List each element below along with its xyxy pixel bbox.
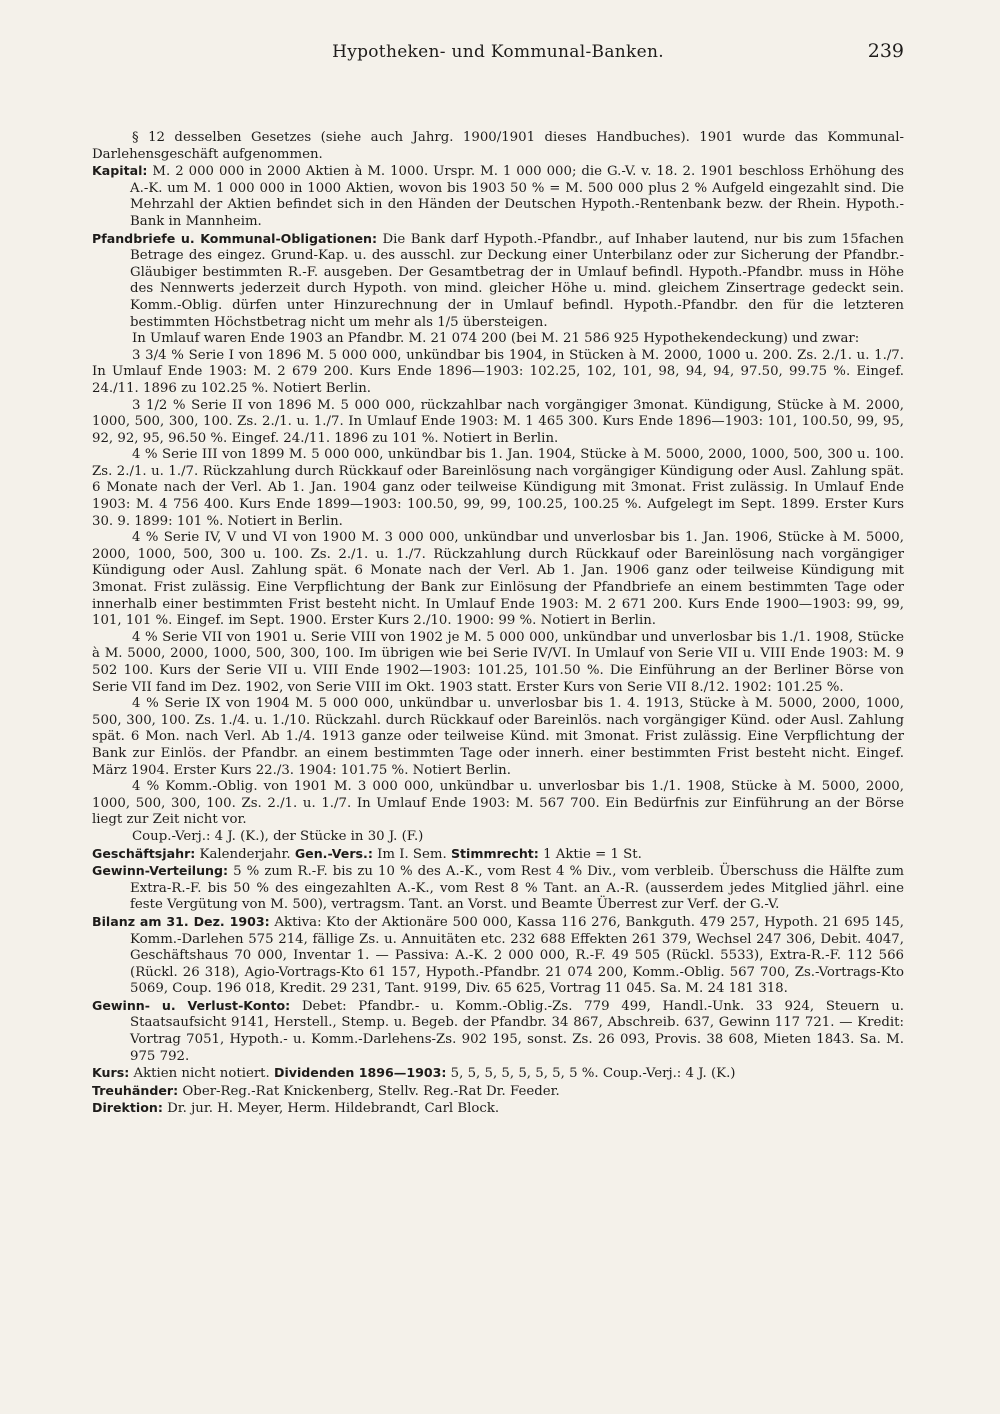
paragraph — [92, 331, 904, 348]
paragraph-text: 4 % Serie IV, V und VI von 1900 M. 3 000 000, unkündbar und unverlosbar bis 1. Jan. 1906, Stücke à M. 5000, 2000, 1000, 500, 300 u. 100. Zs. 2./1. u. 1./7. Rückzahlung durch Rückkauf oder Bareinlösung nach vorgängiger Kündigung oder Ausl. Zahlung spät. 6 Monate nach der Verl. Ab 1. Jan. 1906 ganz oder teilweise Kündigung mit 3monat. Frist zulässig. Eine Verpflichtung der Bank zur Einlösung der Pfandbriefe an einem bestimmten Tage oder innerhalb einer bestimmten Frist besteht nicht. In Umlauf Ende 1903: M. 2 671 200. Kurs Ende 1900—1903: 99, 99, 101, 101 %. Eingef. im Sept. 1900. Erster Kurs 2./10. 1900: 99 %. Notiert in Berlin. — [92, 530, 904, 629]
paragraph-text: 3 1/2 % Serie II von 1896 M. 5 000 000, rückzahlbar nach vorgängiger 3monat. Kündigung, Stücke à M. 2000, 1000, 500, 300, 100. Zs. 2./1. u. 1./7. In Umlauf Ende 1903: M. 1 465 300. Kurs Ende 1896—1903: 101, 100.50, 99, 95, 92, 92, 95, 96.50 %. Eingef. 24./11. 1896 zu 101 %. Notiert in Berlin. — [92, 397, 904, 446]
section-label: Bilanz am 31. Dez. 1903: — [92, 913, 270, 929]
paragraph-text: In Umlauf waren Ende 1903 an Pfandbr. M. 21 074 200 (bei M. 21 586 925 Hypothekendeckung) und zwar: — [132, 331, 860, 347]
running-header — [92, 42, 904, 78]
paragraph-text: Debet: Pfandbr.- u. Komm.-Oblig.-Zs. 779 499, Handl.-Unk. 33 924, Steuern u. Staatsaufsicht 9141, Herstell., Stemp. u. Begeb. der Pfandbr. 34 867, Abschreib. 637, Gewinn 117 721. — Kredit: Vortrag 7051, Hypoth.- u. Komm.-Darlehens-Zs. 902 195, sonst. Zs. 26 093, Provis. 38 608, Mieten 1843. Sa. M. 975 792. — [130, 998, 904, 1064]
section-label: Gen.-Vers.: — [294, 845, 373, 861]
paragraph-text: § 12 desselben Gesetzes (siehe auch Jahrg. 1900/1901 dieses Handbuches). 1901 wurde das Kommunal-Darlehensgeschäft aufgenommen. — [92, 130, 904, 162]
paragraph — [92, 348, 904, 398]
paragraph-text: M. 2 000 000 in 2000 Aktien à M. 1000. Urspr. M. 1 000 000; die G.-V. v. 18. 2. 1901 beschloss Erhöhung des A.-K. um M. 1 000 000 in 1000 Aktien, wovon bis 1903 50 % = M. 500 000 plus 2 % Aufgeld eingezahlt sind. Die Mehrzahl der Aktien befindet sich in den Händen der Deutschen Hypoth.-Rentenbank bezw. der Rhein. Hypoth.-Bank in Mannheim. — [130, 164, 904, 229]
section-label: Stimmrecht: — [450, 845, 539, 861]
paragraph-text: Im I. Sem. — [372, 846, 451, 862]
paragraph-text: 5 % zum R.-F. bis zu 10 % des A.-K., vom Rest 4 % Div., vom verbleib. Überschuss die Hälfte zum Extra-R.-F. bis 50 % des eingezahlten A.-K., vom Rest 8 % Tant. an A.-R. (ausserdem jedes Mitglied jährl. eine feste Vergütung von M. 500), vertragsm. Tant. an Vorst. und Beamte Überrest zur Verf. der G.-V. — [130, 864, 904, 913]
running-header-title: Hypotheken- und Kommunal-Banken. — [332, 42, 664, 62]
paragraph — [92, 1100, 904, 1118]
section-label: Kapital: — [92, 163, 148, 179]
paragraph — [92, 696, 904, 779]
body-text — [92, 130, 904, 1118]
paragraph — [92, 829, 904, 846]
paragraph — [92, 998, 904, 1065]
section-label: Geschäftsjahr: — [92, 845, 196, 861]
section-label: Pfandbriefe u. Kommunal-Obligationen: — [92, 230, 378, 246]
paragraph-text: Dr. jur. H. Meyer, Herm. Hildebrandt, Carl Block. — [167, 1101, 500, 1117]
paragraph-text: Aktiva: Kto der Aktionäre 500 000, Kassa 116 276, Bankguth. 479 257, Hypoth. 21 695 145, Komm.-Darlehen 575 214, fällige Zs. u. Annuitäten etc. 232 688 Effekten 261 379, Wechsel 247 306, Debit. 4047, Geschäftshaus 70 000, Inventar 1. — Passiva: A.-K. 2 000 000, R.-F. 49 505 (Rückl. 5533), Extra-R.-F. 112 566 (Rückl. 26 318), Agio-Vortrags-Kto 61 157, Hypoth.-Pfandbr. 21 074 200, Komm.-Oblig. 567 700, Zs.-Vortrags-Kto 5069, Coup. 196 018, Kredit. 29 231, Tant. 9199, Div. 65 625, Vortrag 11 045. Sa. M. 24 181 318. — [130, 914, 904, 997]
paragraph-text: 3 3/4 % Serie I von 1896 M. 5 000 000, unkündbar bis 1904, in Stücken à M. 2000, 1000 u. 200. Zs. 2./1. u. 1./7. In Umlauf Ende 1903: M. 2 679 200. Kurs Ende 1896—1903: 102.25, 102, 101, 98, 94, 94, 97.50, 99.75 %. Eingef. 24./11. 1896 zu 102.25 %. Notiert Berlin. — [92, 347, 904, 396]
paragraph-text: 5, 5, 5, 5, 5, 5, 5, 5 %. Coup.-Verj.: 4 J. (K.) — [446, 1066, 736, 1082]
paragraph — [92, 846, 904, 864]
paragraph-text: Die Bank darf Hypoth.-Pfandbr., auf Inhaber lautend, nur bis zum 15fachen Betrage des eingez. Grund-Kap. u. des ausschl. zur Deckung einer Unterbilanz oder zur Sicherung der Pfandbr.-Gläubiger bestimmten R.-F. ausgeben. Der Gesamtbetrag der in Umlauf befindl. Hypoth.-Pfandbr. muss in Höhe des Nennwerts jederzeit durch Hypoth. von mind. gleicher Höhe u. mind. gleichem Zinsertrage gedeckt sein. Komm.-Oblig. dürfen unter Hinzurechnung der in Umlauf befindl. Hypoth.-Pfandbr. den für die letzteren bestimmten Höchstbetrag nicht um mehr als 1/5 übersteigen. — [130, 231, 904, 330]
paragraph — [92, 530, 904, 630]
paragraph — [92, 914, 904, 998]
section-label: Treuhänder: — [92, 1082, 179, 1098]
paragraph — [92, 231, 904, 332]
section-label: Direktion: — [92, 1100, 163, 1116]
paragraph-text: 4 % Serie IX von 1904 M. 5 000 000, unkündbar u. unverlosbar bis 1. 4. 1913, Stücke à M. 5000, 2000, 1000, 500, 300, 100. Zs. 1./4. u. 1./10. Rückzahl. durch Rückkauf oder Bareinlös. nach vorgängiger Künd. oder Ausl. Zahlung spät. 6 Mon. nach Verl. Ab 1./4. 1913 ganze oder teilweise Künd. mit 3monat. Frist zulässig. Eine Verpflichtung der Bank zur Einlös. der Pfandbr. an einem bestimmten Tage oder innerh. einer bestimmten Frist besteht nicht. Eingef. März 1904. Erster Kurs 22./3. 1904: 101.75 %. Notiert Berlin. — [92, 696, 904, 778]
paragraph-text: Aktien nicht notiert. — [129, 1066, 274, 1082]
paragraph — [92, 1065, 904, 1083]
paragraph — [92, 163, 904, 230]
section-label: Gewinn-Verteilung: — [92, 863, 229, 879]
paragraph-text: Kalenderjahr. — [195, 846, 295, 862]
paragraph — [92, 779, 904, 829]
paragraph — [92, 398, 904, 448]
paragraph-text: Ober-Reg.-Rat Knickenberg, Stellv. Reg.-Rat Dr. Feeder. — [182, 1083, 560, 1099]
paragraph-text: 4 % Serie III von 1899 M. 5 000 000, unkündbar bis 1. Jan. 1904, Stücke à M. 5000, 2000, 1000, 500, 300 u. 100. Zs. 2./1. u. 1./7. Rückzahlung durch Rückkauf oder Bareinlösung nach vorgängiger Kündigung oder Ausl. Zahlung spät. 6 Monate nach der Verl. Ab 1. Jan. 1904 ganz oder teilweise Kündigung mit 3monat. Frist zulässig. In Umlauf Ende 1903: M. 4 756 400. Kurs Ende 1899—1903: 100.50, 99, 99, 100.25, 100.25 %. Aufgelegt im Sept. 1899. Erster Kurs 30. 9. 1899: 101 %. Notiert in Berlin. — [92, 447, 904, 529]
paragraph — [92, 1083, 904, 1101]
paragraph — [92, 447, 904, 530]
paragraph — [92, 130, 904, 163]
paragraph — [92, 630, 904, 696]
section-label: Dividenden 1896—1903: — [273, 1065, 447, 1081]
paragraph — [92, 863, 904, 914]
section-label: Gewinn- u. Verlust-Konto: — [92, 997, 291, 1013]
section-label: Kurs: — [92, 1065, 130, 1081]
paragraph-text: Coup.-Verj.: 4 J. (K.), der Stücke in 30 J. (F.) — [132, 828, 424, 844]
page-number: 239 — [867, 40, 904, 62]
paragraph-text: 4 % Komm.-Oblig. von 1901 M. 3 000 000, unkündbar u. unverlosbar bis 1./1. 1908, Stücke à M. 5000, 2000, 1000, 500, 300, 100. Zs. 2./1. u. 1./7. In Umlauf Ende 1903: M. 567 700. Ein Bedürfnis zur Einführung an der Börse liegt zur Zeit nicht vor. — [92, 779, 904, 828]
paragraph-text: 1 Aktie = 1 St. — [538, 846, 642, 862]
paragraph-text: 4 % Serie VII von 1901 u. Serie VIII von 1902 je M. 5 000 000, unkündbar und unverlosbar bis 1./1. 1908, Stücke à M. 5000, 2000, 1000, 500, 300, 100. Im übrigen wie bei Serie IV/VI. In Umlauf von Serie VII u. VIII Ende 1903: M. 9 502 100. Kurs der Serie VII u. VIII Ende 1902—1903: 101.25, 101.50 %. Die Einführung an der Berliner Börse von Serie VII fand im Dez. 1902, von Serie VIII im Okt. 1903 statt. Erster Kurs von Serie VII 8./12. 1902: 101.25 %. — [92, 629, 904, 695]
